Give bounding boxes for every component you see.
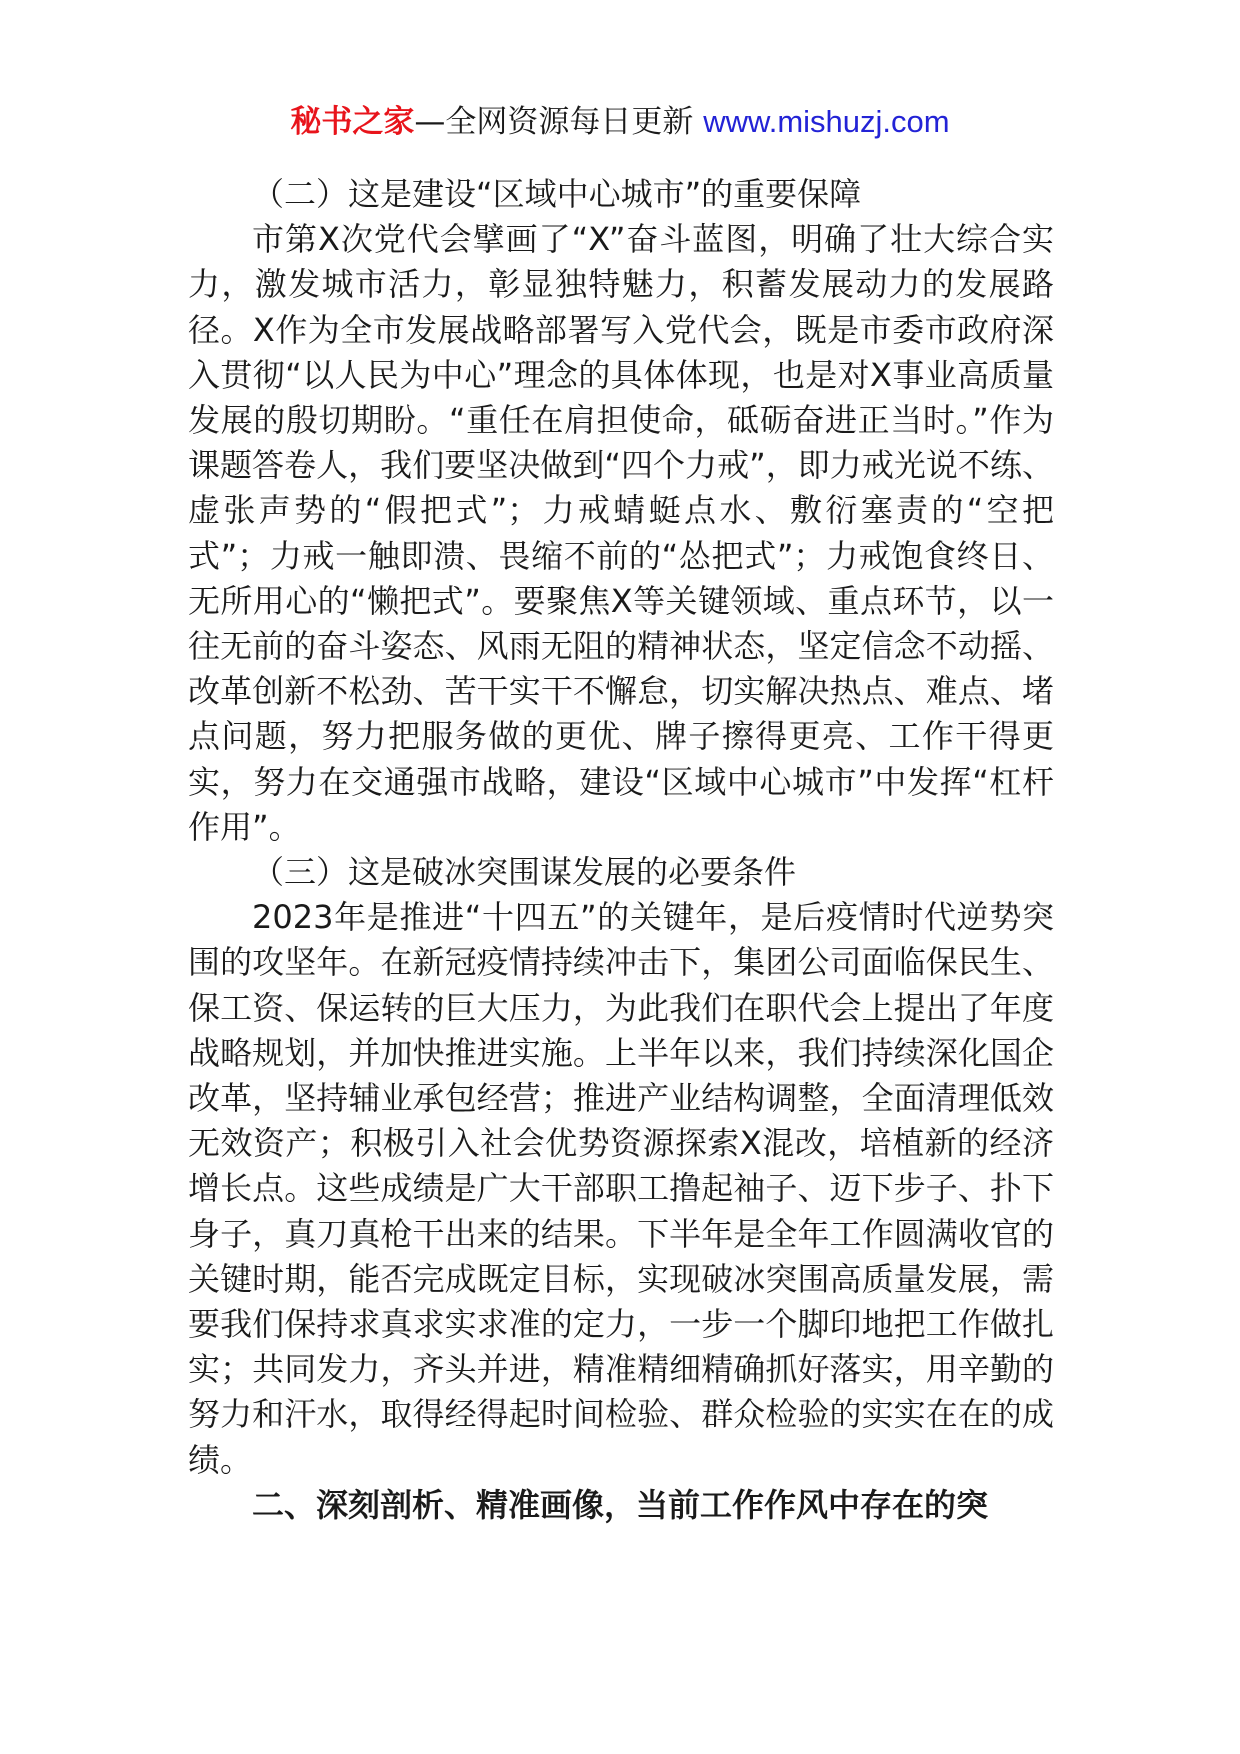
body-paragraph: 市第X次党代会擘画了“X”奋斗蓝图，明确了壮大综合实力，激发城市活力，彰显独特魅力，积蓄发展动力的发展路径。X作为全市发展战略部署写入党代会，既是市委市政府深入贯彻“以人民为中心”理念的具体体现，也是对X事业高质量发展的殷切期盼。“重任在肩担使命，砥砺奋进正当时。”作为课题答卷人，我们要坚决做到“四个力戒”，即力戒光说不练、虚张声势的“假把式”；力戒蜻蜓点水、敷衍塞责的“空把式”；力戒一触即溃、畏缩不前的“怂把式”；力戒饱食终日、无所用心的“懒把式”。要聚焦X等关键领域、重点环节，以一往无前的奋斗姿态、风雨无阻的精神状态，坚定信念不动摇、改革创新不松劲、苦干实干不懈怠，切实解决热点、难点、堵点问题，努力把服务做的更优、牌子擦得更亮、工作干得更实，努力在交通强市战略，建设“区域中心城市”中发挥“杠杆作用”。 (188, 220, 1054, 846)
page-header (0, 100, 1240, 144)
body-paragraph: 2023年是推进“十四五”的关键年，是后疫情时代逆势突围的攻坚年。在新冠疫情持续冲击下，集团公司面临保民生、保工资、保运转的巨大压力，为此我们在职代会上提出了年度战略规划，并加快推进实施。上半年以来，我们持续深化国企改革，坚持辅业承包经营；推进产业结构调整，全面清理低效无效资产；积极引入社会优势资源探索X混改，培植新的经济增长点。这些成绩是广大干部职工撸起袖子、迈下步子、扑下身子，真刀真枪干出来的结果。下半年是全年工作圆满收官的关键时期，能否完成既定目标，实现破冰突围高质量发展，需要我们保持求真求实求准的定力，一步一个脚印地把工作做扎实；共同发力，齐头并进，精准精细精确抓好落实，用辛勤的努力和汗水，取得经得起时间检验、群众检验的实实在在的成绩。 (188, 898, 1054, 1479)
site-url-link[interactable]: www.mishuzj.com (703, 104, 950, 139)
brand-name: 秘书之家 (290, 104, 415, 140)
header-tagline: —全网资源每日更新 (414, 104, 704, 140)
section-heading-3: （三）这是破冰突围谋发展的必要条件 (252, 853, 797, 892)
document-body (188, 172, 1054, 1528)
section-heading-2: （二）这是建设“区域中心城市”的重要保障 (252, 175, 862, 213)
chapter-heading: 二、深刻剖析、精准画像，当前工作作风中存在的突 (252, 1485, 989, 1524)
